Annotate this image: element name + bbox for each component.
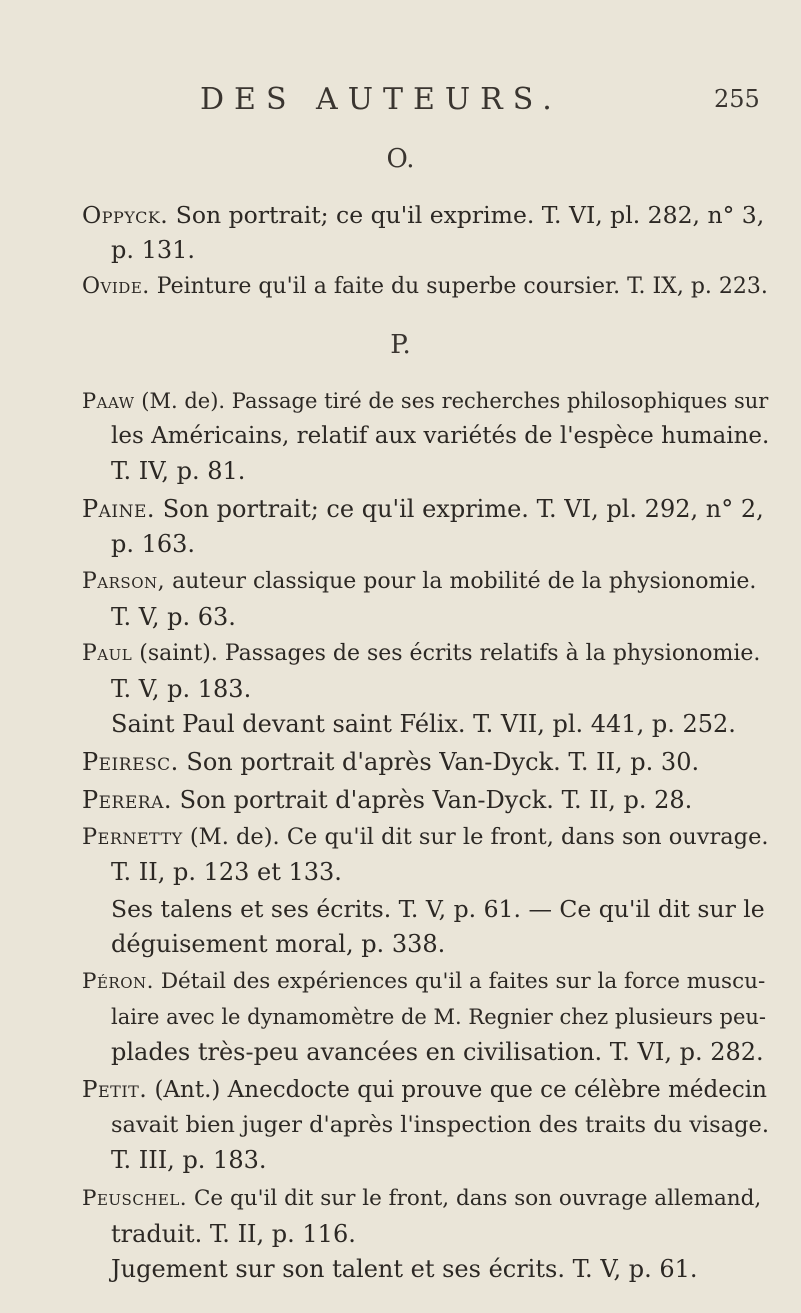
section-letter-p: P.: [390, 330, 411, 360]
entry-name: Paine.: [82, 495, 156, 523]
entry-text: (saint). Passages de ses écrits relatifs à la physionomie.: [139, 641, 761, 666]
entry-first-line: [82, 199, 764, 231]
entry-continuation: plades très-peu avancées en civilisation. T. VI, p. 282.: [111, 1038, 764, 1066]
entry-continuation: savait bien juger d'après l'inspection des traits du visage.: [111, 1112, 770, 1138]
entry-subentry: Ses talens et ses écrits. T. V, p. 61. — Ce qu'il dit sur le: [111, 895, 765, 923]
entry-first-line: [82, 385, 768, 417]
entry-first-line: [82, 821, 769, 853]
entry-name: Peiresc.: [82, 748, 179, 776]
entry-first-line: [82, 493, 764, 525]
entry-continuation: les Américains, relatif aux variétés de l'espèce humaine.: [111, 423, 770, 449]
entry-first-line: [82, 746, 699, 778]
entry-first-line: [82, 566, 756, 598]
entry-name: Ovide.: [82, 274, 150, 299]
entry-name: Oppyck.: [82, 201, 169, 229]
entry-first-line: [82, 638, 760, 670]
entry-continuation: p. 131.: [111, 236, 196, 264]
entry-text: (Ant.) Anecdocte qui prouve que ce célèbre médecin: [154, 1077, 767, 1103]
entry-name: Paaw: [82, 389, 135, 413]
entry-text: auteur classique pour la mobilité de la physionomie.: [172, 569, 757, 594]
entry-text: Son portrait d'après Van-Dyck. T. II, p. 30.: [186, 748, 700, 776]
entry-first-line: [82, 271, 768, 303]
entry-text: Son portrait d'après Van-Dyck. T. II, p. 28.: [179, 786, 693, 814]
entry-first-line: [82, 966, 765, 998]
section-letter-o: O.: [386, 144, 415, 174]
entry-continuation: T. V, p. 63.: [111, 603, 236, 631]
entry-continuation: déguisement moral, p. 338.: [111, 930, 446, 958]
entry-name: Petit.: [82, 1077, 148, 1103]
running-title: DES AUTEURS.: [200, 82, 562, 117]
entry-text: Son portrait; ce qu'il exprime. T. VI, pl. 292, n° 2,: [162, 495, 764, 523]
entry-text: (M. de). Ce qu'il dit sur le front, dans son ouvrage.: [189, 824, 769, 850]
entry-continuation: traduit. T. II, p. 116.: [111, 1220, 356, 1248]
entry-text: Son portrait; ce qu'il exprime. T. VI, pl. 282, n° 3,: [175, 201, 765, 229]
entry-name: Peuschel.: [82, 1186, 188, 1211]
entry-continuation: laire avec le dynamomètre de M. Regnier chez plusieurs peu-: [111, 1005, 767, 1029]
entry-continuation: T. IV, p. 81.: [111, 457, 246, 485]
entry-subentry: Saint Paul devant saint Félix. T. VII, pl. 441, p. 252.: [111, 710, 736, 738]
entry-first-line: [82, 784, 692, 816]
entry-text: Ce qu'il dit sur le front, dans son ouvrage allemand,: [193, 1186, 762, 1211]
entry-continuation: T. V, p. 183.: [111, 675, 252, 703]
entry-continuation: T. II, p. 123 et 133.: [111, 858, 342, 886]
entry-first-line: [82, 1183, 761, 1215]
entry-text: (M. de). Passage tiré de ses recherches philosophiques sur: [141, 389, 769, 413]
entry-name: Paul: [82, 641, 133, 666]
entry-first-line: [82, 1074, 767, 1106]
running-head: [0, 82, 801, 122]
entry-name: Péron.: [82, 969, 154, 994]
entry-name: Pernetty: [82, 824, 183, 850]
entry-continuation: T. III, p. 183.: [111, 1146, 267, 1174]
entry-text: Peinture qu'il a faite du superbe coursier. T. IX, p. 223.: [156, 274, 768, 299]
entry-name: Perera.: [82, 786, 172, 814]
page-number: 255: [714, 85, 760, 113]
entry-text: Détail des expériences qu'il a faites sur la force muscu-: [160, 969, 766, 994]
entry-subentry: Jugement sur son talent et ses écrits. T. V, p. 61.: [111, 1255, 698, 1283]
entry-name: Parson,: [82, 569, 166, 594]
entry-continuation: p. 163.: [111, 530, 196, 558]
